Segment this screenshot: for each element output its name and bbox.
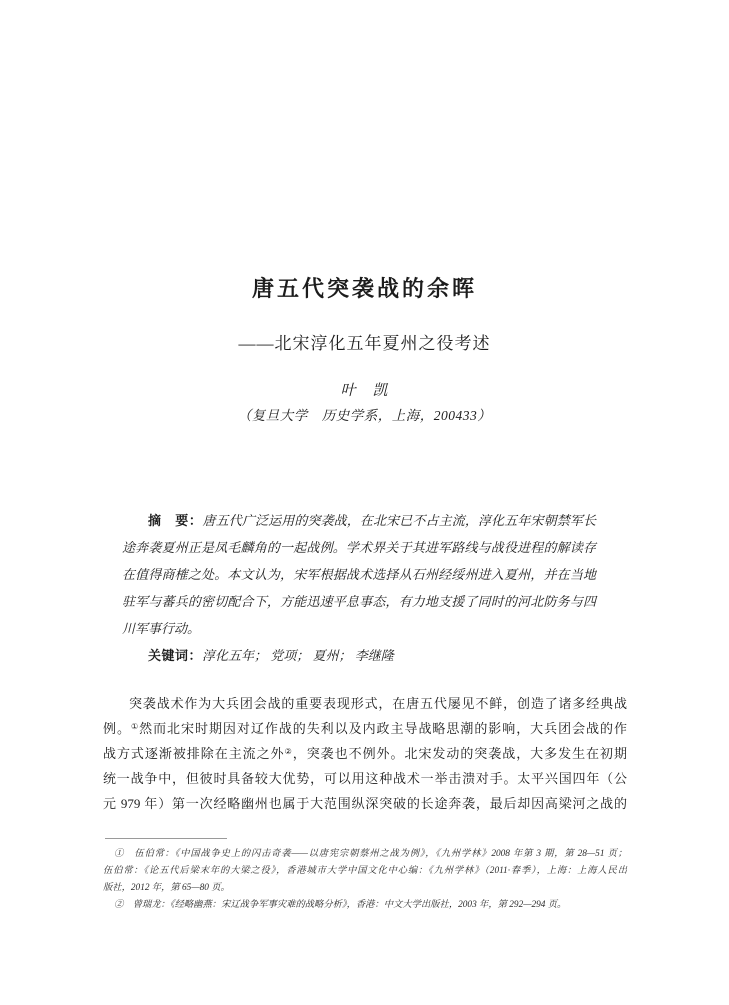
abstract-text: 唐五代广泛运用的突袭战，在北宋已不占主流，淳化五年宋朝禁军长 — [202, 513, 596, 528]
abstract-line-3: 在值得商榷之处。本文认为，宋军根据战术选择从石州经绥州进入夏州，并在当地 — [122, 567, 596, 582]
abstract-label: 摘 要： — [148, 513, 203, 528]
keywords-line — [122, 642, 596, 669]
abstract-line-5: 川军事行动。 — [122, 621, 201, 636]
keywords-text: 淳化五年； 党项； 夏州； 李继隆 — [202, 648, 394, 663]
body-text: 然而北宋时期因对辽作战的失利以及内政主导战略思潮的影响，大兵团会战的作 — [139, 721, 627, 736]
body-line-2 — [103, 716, 627, 741]
footnote-ref-2: ② — [284, 746, 293, 756]
footnote-2-line-1: ② 曾瑞龙：《经略幽燕：宋辽战争军事灾难的战略分析》，香港：中文大学出版社，2003 年，第 292—294 页。 — [114, 900, 567, 910]
footnotes-block — [103, 846, 627, 914]
body-text: 例。 — [103, 721, 131, 736]
body-text: 战方式逐渐被排除在主流之外 — [103, 746, 285, 761]
abstract-line-1 — [122, 507, 596, 534]
body-block — [103, 691, 627, 816]
abstract-block — [122, 507, 596, 669]
article-subtitle: ——北宋淳化五年夏州之役考述 — [238, 334, 491, 353]
body-line-4: 统一战争中，但彼时具备较大优势，可以用这种战术一举击溃对手。太平兴国四年（公 — [103, 771, 627, 786]
body-line-1: 突袭战术作为大兵团会战的重要表现形式，在唐五代屡见不鲜，创造了诸多经典战 — [129, 696, 627, 711]
body-line-3 — [103, 741, 627, 766]
footnote-1-line-2: 伍伯常：《论五代后梁末年的大梁之役》，香港城市大学中国文化中心编：《九州学林》（2011·春季），上海：上海人民出 — [103, 866, 627, 876]
footnote-separator — [105, 838, 227, 839]
body-line-5: 元 979 年）第一次经略幽州也属于大范围纵深突破的长途奔袭，最后却因高梁河之战的 — [103, 796, 627, 811]
abstract-line-2: 途奔袭夏州正是凤毛麟角的一起战例。学术界关于其进军路线与战役进程的解读存 — [122, 540, 596, 555]
body-text: ，突袭也不例外。北宋发动的突袭战，大多发生在初期 — [292, 746, 627, 761]
author-name: 叶 凯 — [340, 383, 389, 399]
article-title: 唐五代突袭战的余晖 — [251, 276, 477, 301]
footnote-ref-1: ① — [130, 721, 140, 731]
footnote-1-line-3: 版社，2012 年，第 65—80 页。 — [103, 883, 230, 893]
abstract-line-4: 驻军与蕃兵的密切配合下，方能迅速平息事态，有力地支援了同时的河北防务与四 — [122, 594, 596, 609]
keywords-label: 关键词： — [148, 648, 203, 663]
footnote-1-line-1: ① 伍伯常：《中国战争史上的闪击奇袭——以唐宪宗朝蔡州之战为例》，《九州学林》2008 年第 3 期，第 28—51 页； — [114, 849, 627, 859]
author-affiliation: （复旦大学 历史学系，上海，200433） — [237, 408, 492, 423]
